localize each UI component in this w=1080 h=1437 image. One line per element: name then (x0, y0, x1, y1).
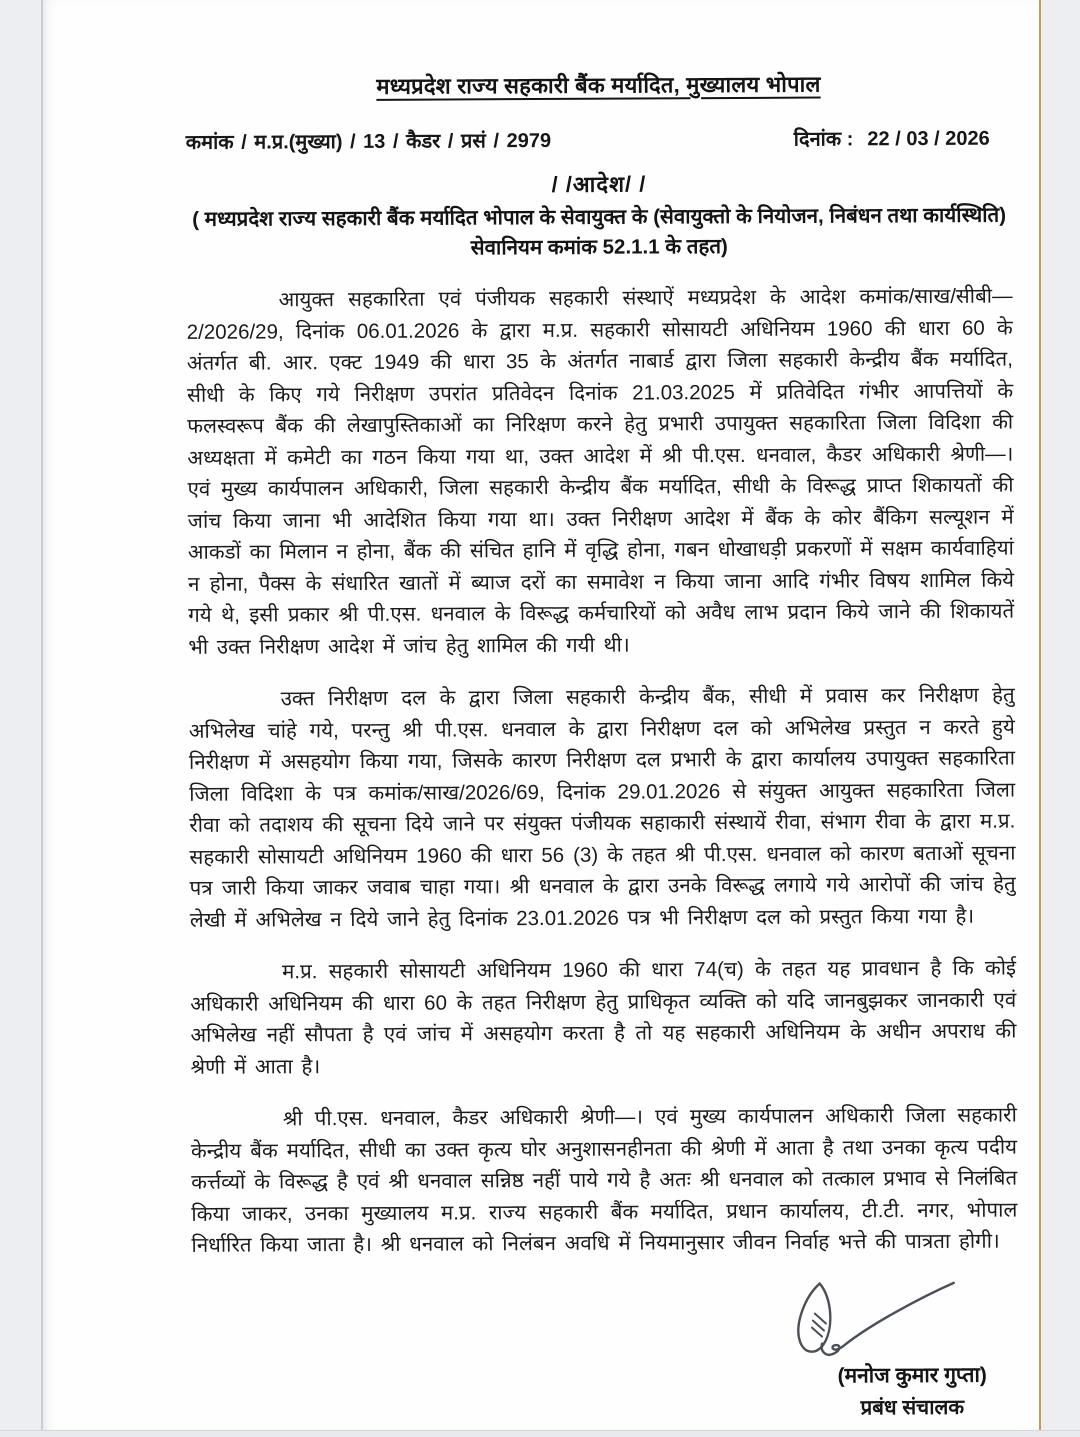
scan-bottom-edge (0, 1430, 1080, 1437)
date-label: दिनांक : (793, 128, 854, 151)
paragraph-1: आयुक्त सहकारिता एवं पंजीयक सहकारी संस्थाऐं मध्यप्रदेश के आदेश कमांक/साख/सीबी—2/2026/29, दिनांक 06.01.2026 के द्वारा म.प्र. सहकारी सोसायटी अधिनियम 1960 की धारा 60 के अंतर्गत बी. आर. एक्ट 1949 की धारा 35 के अंतर्गत नाबार्ड द्वारा जिला सहकारी केन्द्रीय बैंक मर्यादित, सीधी के किए गये निरीक्षण उपरांत प्रतिवेदन दिनांक 21.03.2025 में प्रतिवेदित गंभीर आपत्तियों के फलस्वरूप बैंक की लेखापुस्तिकाओं का निरिक्षण करने हेतु प्रभारी उपायुक्त सहकारिता जिला विदिशा की अध्यक्षता में कमेटी का गठन किया गया था, उक्त आदेश में श्री पी.एस. धनवाल, कैडर अधिकारी श्रेणी—। एवं मुख्य कार्यपालन अधिकारी, जिला सहकारी केन्द्रीय बैंक मर्यादित, सीधी के विरूद्ध प्राप्त शिकायतों की जांच किया जाना भी आदेशित किया गया था। उक्त निरीक्षण आदेश में बैंक के कोर बैंकिग सल्यूशन में आकडों का मिलान न होना, बैंक की संचित हानि में वृद्धि होना, गबन धोखाधड़ी प्रकरणों में सक्षम कार्यवाहियां न होना, पैक्स के संधारित खातों में ब्याज दरों का समावेश न किया जाना आदि गंभीर विषय शामिल किये गये थे, इसी प्रकार श्री पी.एस. धनवाल के विरूद्ध कर्मचारियों को अवैध लाभ प्रदान किये जाने की शिकायतें भी उक्त निरीक्षण आदेश में जांच हेतु शामिल की गयी थी। (186, 284, 1015, 659)
handwritten-signature-icon (782, 1278, 992, 1367)
reference-number: कमांक / म.प्र.(मुख्या) / 13 / कैडर / प्रसं / 2979 (185, 129, 552, 154)
order-subject: ( मध्यप्रदेश राज्य सहकारी बैंक मर्यादित भोपाल के सेवायुक्त के (सेवायुक्तो के नियोजन, निबंधन तथा कार्यस्थिति) सेवानियम कमांक 52.1.1 के तहत) (192, 203, 1007, 260)
order-body (186, 281, 1017, 1262)
date-group (794, 124, 1012, 152)
signature-block (752, 1278, 1073, 1422)
reference-row (186, 124, 1012, 155)
signatory-title: प्रबंध संचालक (860, 1395, 965, 1419)
paragraph-2: उक्त निरीक्षण दल के द्वारा जिला सहकारी केन्द्रीय बैंक, सीधी में प्रवास कर निरीक्षण हेतु अभिलेख चांहे गये, परन्तु श्री पी.एस. धनवाल के द्वारा निरीक्षण दल को अभिलेख प्रस्तुत न करते हुये निरीक्षण में असहयोग किया गया, जिसके कारण निरीक्षण दल प्रभारी के द्वारा कार्यालय उपायुक्त सहकारिता जिला विदिशा के पत्र कमांक/साख/2026/69, दिनांक 29.01.2026 से संयुक्त आयुक्त सहकारिता जिला रीवा को तदाशय की सूचना दिये जाने पर संयुक्त पंजीयक सहाकारी संस्थायें रीवा, संभाग रीवा के द्वारा म.प्र. सहकारी सोसायटी अधिनियम 1960 की धारा 56 (3) के तहत श्री पी.एस. धनवाल को कारण बताओं सूचना पत्र जारी किया जाकर जवाब चाहा गया। श्री धनवाल के द्वारा उनके विरूद्ध लगाये गये आरोपों की जांच हेतु लेखी में अभिलेख न दिये जाने हेतु दिनांक 23.01.2026 पत्र भी निरीक्षण दल को प्रस्तुत किया गया है। (188, 683, 1016, 932)
paragraph-4: श्री पी.एस. धनवाल, कैडर अधिकारी श्रेणी—। एवं मुख्य कार्यपालन अधिकारी जिला सहकारी केन्द्रीय बैंक मर्यादित, सीधी का उक्त कृत्य घोर अनुशासनहीनता की श्रेणी में आता है तथा उनका कृत्य पदीय कर्त्तव्यों के विरूद्ध है एवं श्री धनवाल सन्निष्ठ नहीं पाये गये है अतः श्री धनवाल को तत्काल प्रभाव से निलंबित किया जाकर, उनका मुख्यालय म.प्र. राज्य सहकारी बैंक मर्यादित, प्रधान कार्यालय, टी.टी. नगर, भोपाल निर्धारित किया जाता है। श्री धनवाल को निलंबन अवधि में नियमानुसार जीवन निर्वाह भत्ते की पात्रता होगी। (190, 1103, 1018, 1257)
paragraph-3: म.प्र. सहकारी सोसायटी अधिनियम 1960 की धारा 74(च) के तहत यह प्रावधान है कि कोई अधिकारी अधिनियम की धारा 60 के तहत निरीक्षण हेतु प्राधिकृत व्यक्ति को यदि जानबुझकर जानकारी एवं अभिलेख नहीं सौपता है एवं जांच में असहयोग करता है तो यह सहकारी अधिनियम के अधीन अपराध की श्रेणी में आता है। (190, 956, 1017, 1079)
signatory-name: (मनोज कुमार गुप्ता) (837, 1363, 987, 1387)
document-content (43, 0, 1046, 1434)
order-heading: / /आदेश/ / (551, 171, 647, 197)
document-page (41, 0, 1041, 1431)
document-title: मध्यप्रदेश राज्य सहकारी बैंक मर्यादित, मुख्यालय भोपाल (376, 71, 821, 99)
date-value: 22 / 03 / 2026 (867, 127, 990, 151)
